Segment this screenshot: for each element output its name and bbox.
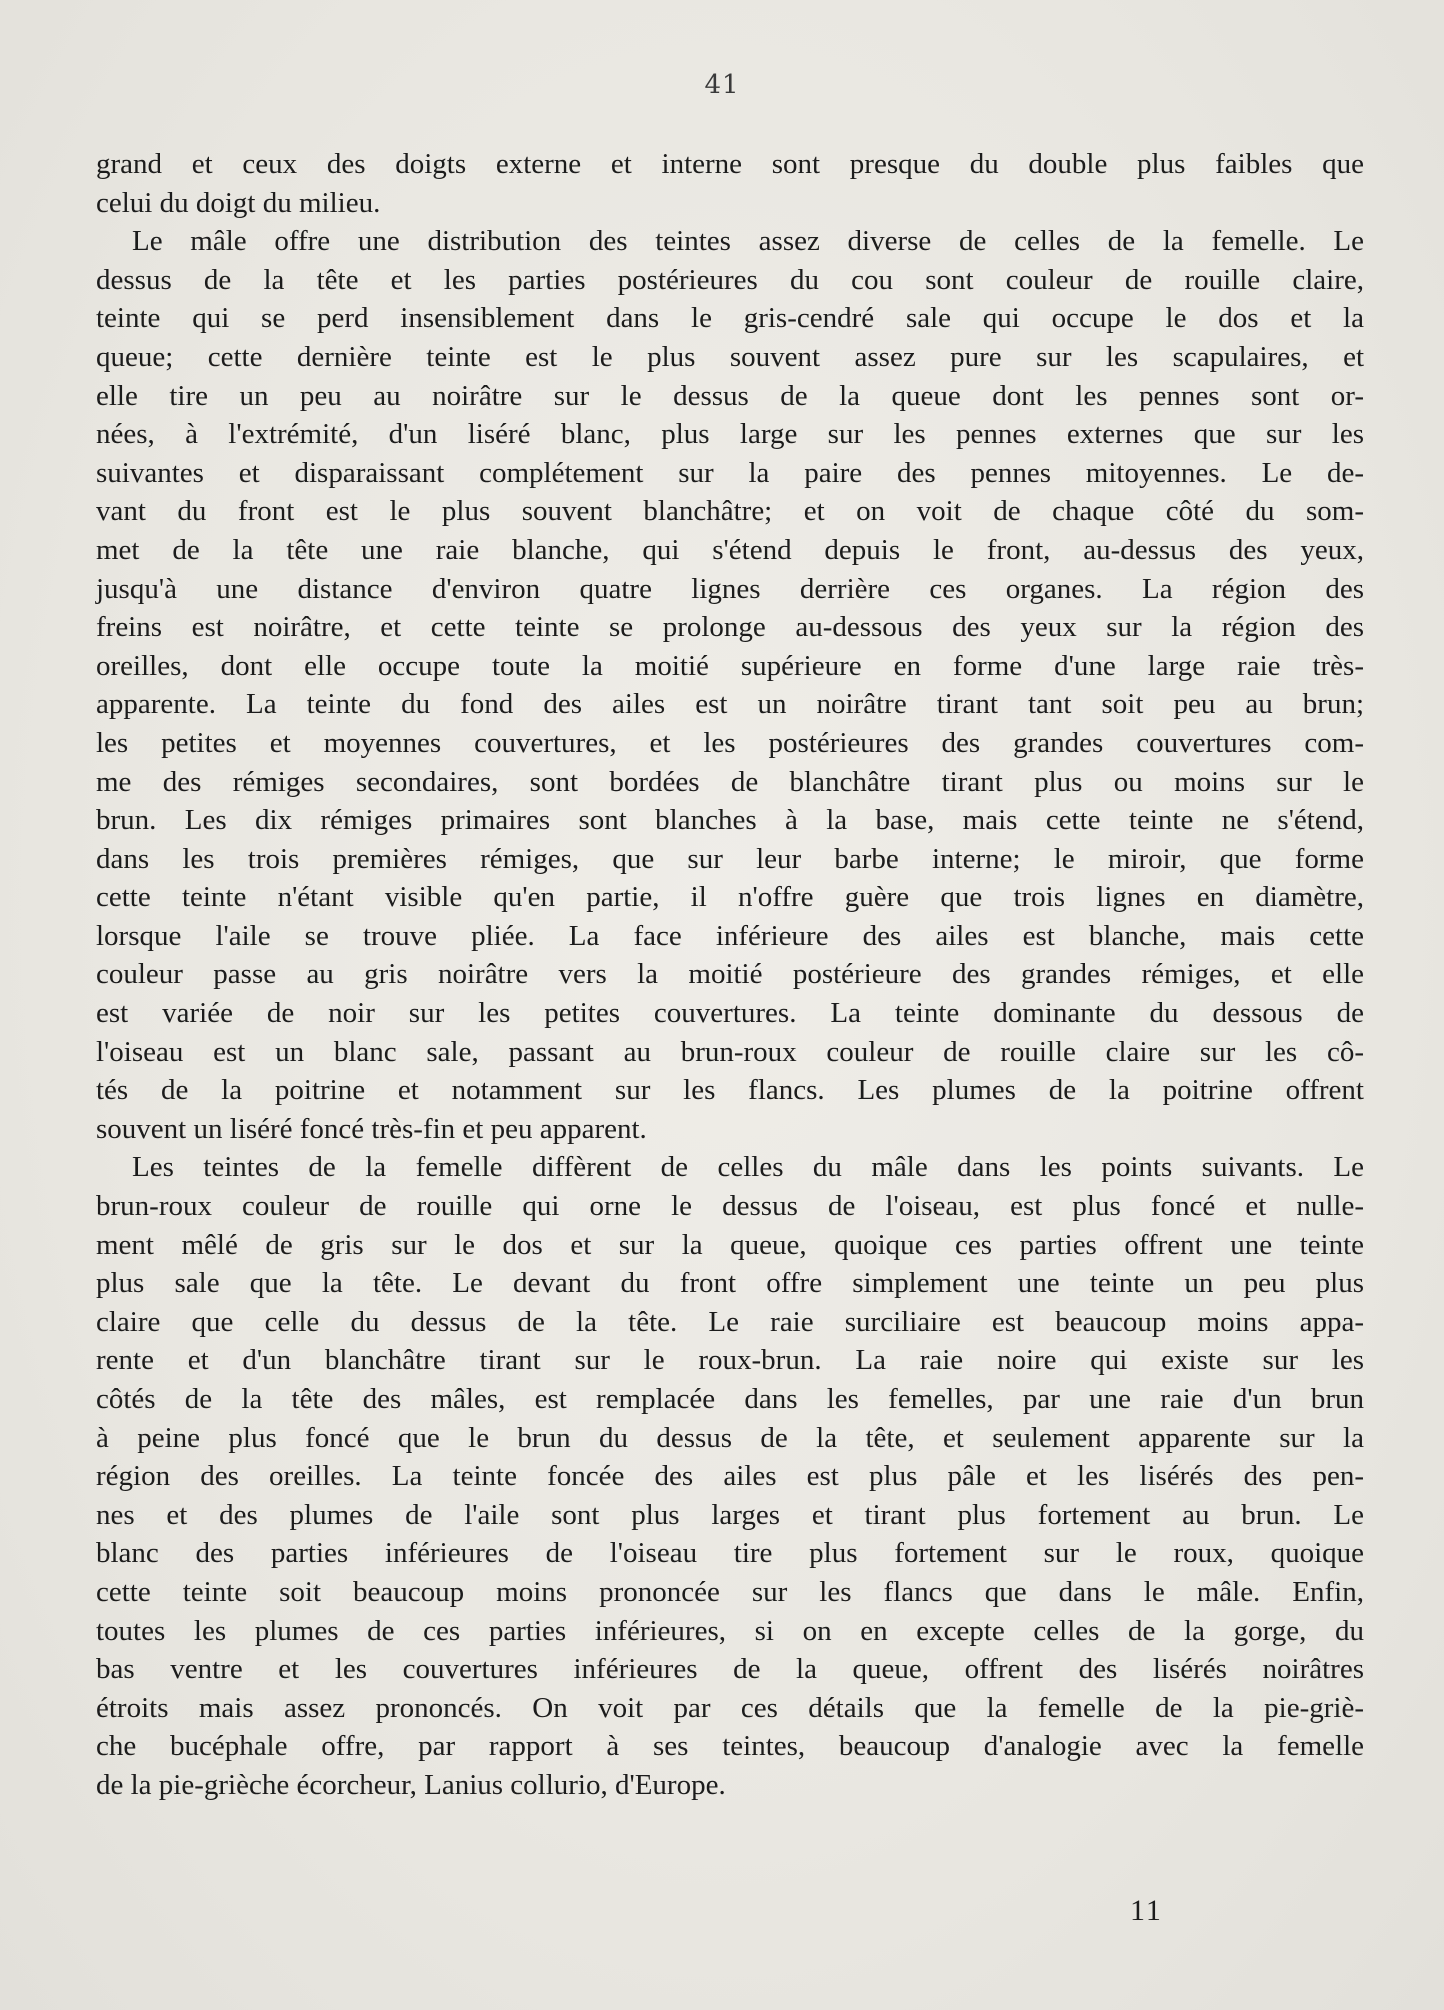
text-line: met de la tête une raie blanche, qui s'étend depuis le front, au-dessus des yeux, (96, 533, 1364, 566)
text-line: Le mâle offre une distribution des teintes assez diverse de celles de la femelle. Le (132, 225, 1364, 258)
paragraph (96, 145, 1364, 222)
text-line: bas ventre et les couvertures inférieures de la queue, offrent des lisérés noirâtres (96, 1653, 1364, 1686)
text-line: plus sale que la tête. Le devant du front offre simplement une teinte un peu plus (96, 1267, 1364, 1300)
text-line: dans les trois premières rémiges, que sur leur barbe interne; le miroir, que forme (96, 842, 1364, 875)
text-line: ment mêlé de gris sur le dos et sur la queue, quoique ces parties offrent une teinte (96, 1228, 1364, 1261)
text-line: suivantes et disparaissant complétement sur la paire des pennes mitoyennes. Le de- (96, 456, 1364, 489)
paragraph (96, 222, 1364, 1148)
text-line: côtés de la tête des mâles, est remplacée dans les femelles, par une raie d'un brun (96, 1383, 1364, 1415)
text-line: che bucéphale offre, par rapport à ses teintes, beaucoup d'analogie avec la femelle (96, 1730, 1364, 1763)
text-line: jusqu'à une distance d'environ quatre lignes derrière ces organes. La région des (96, 572, 1364, 605)
signature-mark: 11 (1130, 1894, 1163, 1927)
text-line: me des rémiges secondaires, sont bordées de blanchâtre tirant plus ou moins sur le (96, 765, 1364, 798)
page-number: 41 (704, 70, 740, 100)
text-line: tés de la poitrine et notamment sur les flancs. Les plumes de la poitrine offrent (96, 1074, 1364, 1107)
text-line: teinte qui se perd insensiblement dans le gris-cendré sale qui occupe le dos et la (96, 302, 1364, 335)
text-line: souvent un liséré foncé très-fin et peu apparent. (96, 1112, 647, 1145)
text-line: freins est noirâtre, et cette teinte se prolonge au-dessous des yeux sur la région des (96, 611, 1364, 644)
text-line: brun. Les dix rémiges primaires sont blanches à la base, mais cette teinte ne s'étend, (96, 804, 1364, 837)
text-line: dessus de la tête et les parties postérieures du cou sont couleur de rouille claire, (96, 263, 1364, 296)
text-line: rente et d'un blanchâtre tirant sur le roux-brun. La raie noire qui existe sur les (96, 1344, 1364, 1377)
text-line: nées, à l'extrémité, d'un liséré blanc, plus large sur les pennes externes que sur les (96, 418, 1364, 451)
text-line: cette teinte soit beaucoup moins prononcée sur les flancs que dans le mâle. Enfin, (96, 1575, 1364, 1608)
text-line: oreilles, dont elle occupe toute la moitié supérieure en forme d'une large raie très- (96, 649, 1364, 682)
text-line: blanc des parties inférieures de l'oiseau tire plus fortement sur le roux, quoique (96, 1537, 1364, 1570)
text-line: brun-roux couleur de rouille qui orne le dessus de l'oiseau, est plus foncé et nulle- (96, 1190, 1364, 1223)
text-line: apparente. La teinte du fond des ailes est un noirâtre tirant tant soit peu au brun; (96, 688, 1364, 721)
text-line: toutes les plumes de ces parties inférieures, si on en excepte celles de la gorge, du (96, 1614, 1364, 1647)
text-line: à peine plus foncé que le brun du dessus de la tête, et seulement apparente sur la (96, 1421, 1364, 1454)
body-text (96, 145, 1364, 1805)
text-line: de la pie-grièche écorcheur, Lanius collurio, d'Europe. (96, 1768, 726, 1801)
text-line: étroits mais assez prononcés. On voit par ces détails que la femelle de la pie-griè- (96, 1691, 1364, 1724)
text-line: vant du front est le plus souvent blanchâtre; et on voit de chaque côté du som- (96, 495, 1364, 528)
text-line: elle tire un peu au noirâtre sur le dessus de la queue dont les pennes sont or- (96, 379, 1364, 412)
text-line: queue; cette dernière teinte est le plus souvent assez pure sur les scapulaires, et (96, 340, 1364, 373)
text-line: cette teinte n'étant visible qu'en partie, il n'offre guère que trois lignes en diamètre, (96, 881, 1364, 914)
text-line: celui du doigt du milieu. (96, 186, 381, 219)
text-line: claire que celle du dessus de la tête. Le raie surciliaire est beaucoup moins appa- (96, 1305, 1364, 1338)
text-line: lorsque l'aile se trouve pliée. La face inférieure des ailes est blanche, mais cette (96, 919, 1364, 952)
text-line: l'oiseau est un blanc sale, passant au brun-roux couleur de rouille claire sur les cô- (96, 1035, 1364, 1068)
text-line: est variée de noir sur les petites couvertures. La teinte dominante du dessous de (96, 997, 1364, 1030)
text-line: nes et des plumes de l'aile sont plus larges et tirant plus fortement au brun. Le (96, 1498, 1364, 1531)
text-line: les petites et moyennes couvertures, et les postérieures des grandes couvertures com- (96, 726, 1364, 759)
paragraph (96, 1148, 1364, 1804)
text-line: couleur passe au gris noirâtre vers la moitié postérieure des grandes rémiges, et elle (96, 958, 1364, 991)
text-line: région des oreilles. La teinte foncée des ailes est plus pâle et les lisérés des pen- (96, 1460, 1364, 1493)
text-line: Les teintes de la femelle diffèrent de celles du mâle dans les points suivants. Le (132, 1151, 1364, 1184)
text-line: grand et ceux des doigts externe et interne sont presque du double plus faibles que (96, 148, 1364, 180)
